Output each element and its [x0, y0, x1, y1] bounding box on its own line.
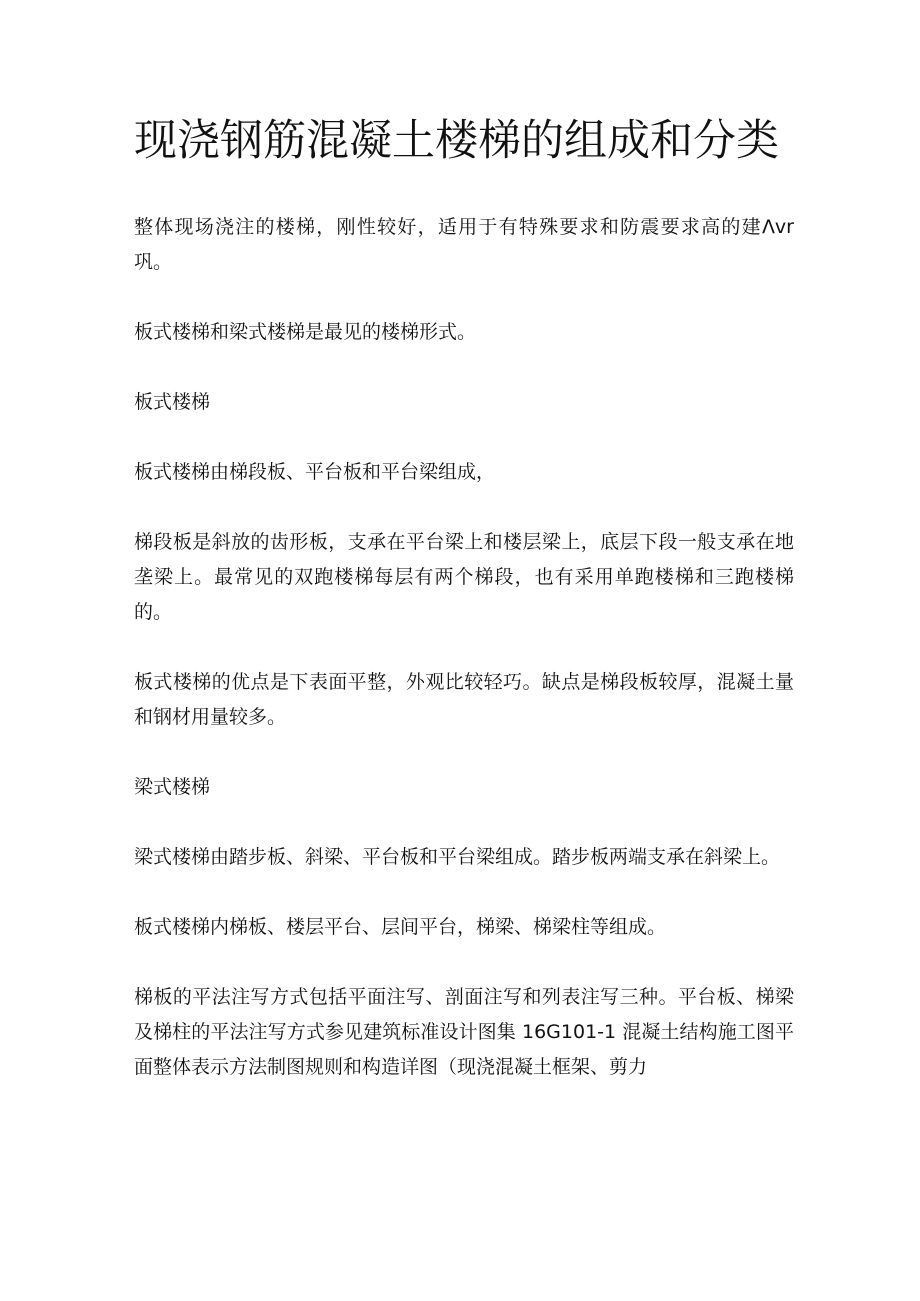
paragraph-flight-slab: 梯段板是斜放的齿形板，支承在平台梁上和楼层梁上，底层下段一般支承在地垄梁上。最常见的双跑楼梯每层有两个梯段，也有采用单跑楼梯和三跑楼梯的。 [134, 531, 794, 623]
paragraph-intro: 整体现场浇注的楼梯，刚性较好，适用于有特殊要求和防震要求高的建Λvr 巩。 [134, 216, 794, 273]
document-title: 现浇钢筋混凝土楼梯的组成和分类 [134, 116, 779, 166]
heading-beam-stair: 梁式楼梯 [134, 776, 211, 798]
paragraph-common-forms: 板式楼梯和梁式楼梯是最见的楼梯形式。 [134, 321, 477, 343]
document-body [134, 210, 794, 1085]
paragraph-slab-composition: 板式楼梯由梯段板、平台板和平台梁组成， [134, 461, 496, 483]
paragraph-notation-methods: 梯板的平法注写方式包括平面注写、剖面注写和列表注写三种。平台板、梯梁及梯柱的平法注写方式参见建筑标准设计图集 16G101-1 混凝土结构施工图平面整体表示方法制图规则和构造详图（现浇混凝土框架、剪力 [134, 986, 794, 1078]
paragraph-slab-components: 板式楼梯内梯板、楼层平台、层间平台，梯梁、梯梁柱等组成。 [134, 916, 667, 938]
heading-slab-stair: 板式楼梯 [134, 391, 211, 413]
paragraph-beam-composition: 梁式楼梯由踏步板、斜梁、平台板和平台梁组成。踏步板两端支承在斜梁上。 [134, 846, 781, 868]
paragraph-slab-pros-cons: 板式楼梯的优点是下表面平整，外观比较轻巧。缺点是梯段板较厚，混凝土量和钢材用量较多。 [134, 671, 794, 728]
